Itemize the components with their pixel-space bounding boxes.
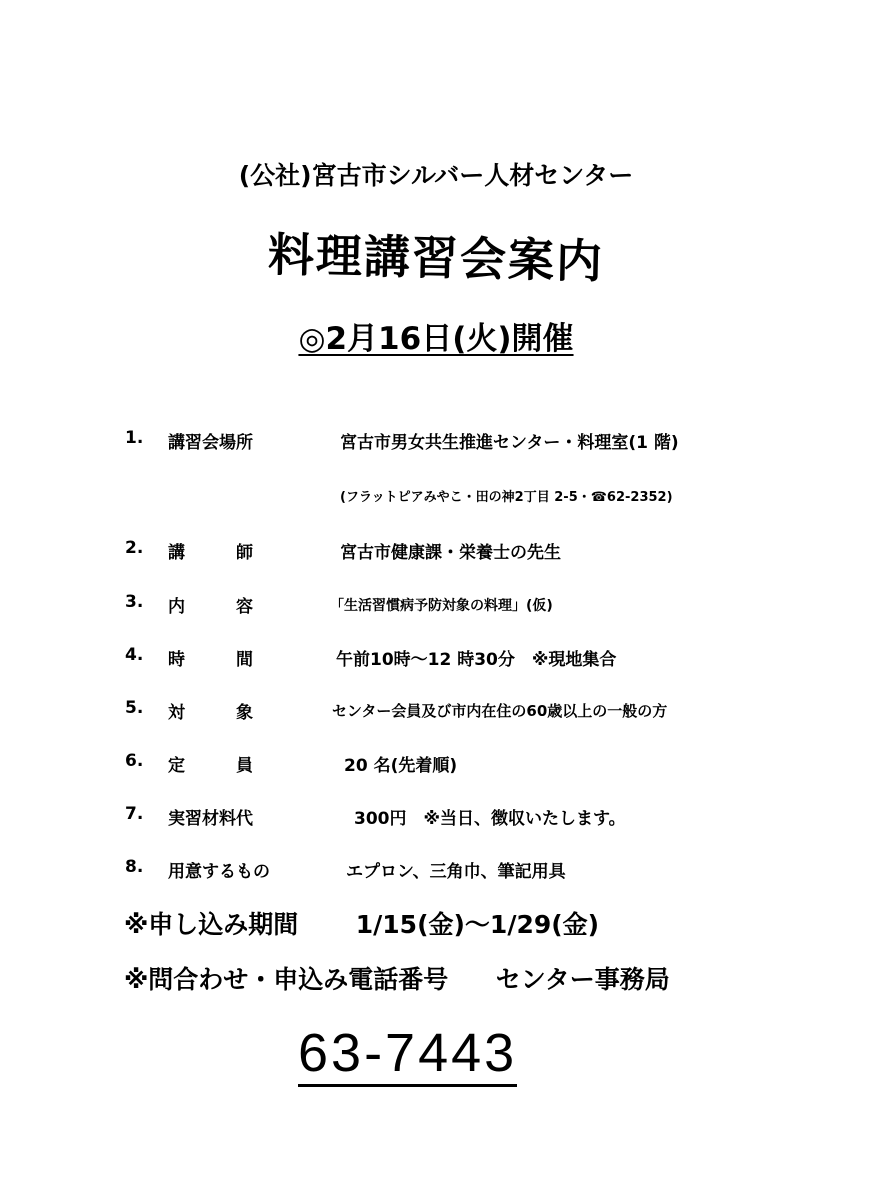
organization-name: (公社)宮古市シルバー人材センター <box>238 161 634 190</box>
list-item <box>0 751 872 781</box>
item-value: 300円 ※当日、徴収いたします。 <box>354 809 626 829</box>
list-item <box>0 428 872 458</box>
contact-info <box>124 960 670 996</box>
item-number: 6. <box>125 751 144 771</box>
event-date <box>0 313 872 358</box>
list-item <box>0 698 872 728</box>
item-number: 7. <box>125 804 144 824</box>
item-value: エプロン、三角巾、筆記用具 <box>346 862 566 882</box>
list-item <box>0 857 872 887</box>
item-number: 3. <box>125 592 144 612</box>
item-number: 4. <box>125 645 144 665</box>
phone-number: 63-7443 <box>298 1022 517 1087</box>
item-label: 講習会場所 <box>168 433 253 453</box>
page-title: 料理講習会案内 <box>267 227 605 289</box>
item-label: 時 間 <box>168 650 253 670</box>
item-label: 内 容 <box>168 597 253 617</box>
item-number: 1. <box>125 428 144 448</box>
item-value-note: (フラットピアみやこ・田の神2丁目 2-5・☎62-2352) <box>340 490 673 505</box>
application-period-label: ※申し込み期間 <box>124 910 299 939</box>
item-number: 5. <box>125 698 144 718</box>
list-item <box>0 538 872 568</box>
item-value: 「生活習慣病予防対象の料理」(仮) <box>330 598 553 614</box>
contact-office: センター事務局 <box>495 965 670 994</box>
item-value: 午前10時～12 時30分 ※現地集合 <box>336 650 617 670</box>
item-label: 対 象 <box>168 703 253 723</box>
item-number: 8. <box>125 857 144 877</box>
event-date-text: ◎2月16日(火)開催 <box>298 321 574 357</box>
item-label: 定 員 <box>168 756 253 776</box>
contact-label: ※問合わせ・申込み電話番号 <box>124 965 449 994</box>
item-label: 実習材料代 <box>168 809 253 829</box>
item-value: 宮古市健康課・栄養士の先生 <box>340 543 561 563</box>
item-label: 用意するもの <box>168 862 270 882</box>
application-period-value: 1/15(金)～1/29(金) <box>355 910 600 939</box>
list-item <box>0 486 872 516</box>
list-item <box>0 804 872 834</box>
list-item <box>0 592 872 622</box>
list-item <box>0 645 872 675</box>
item-number: 2. <box>125 538 144 558</box>
item-label: 講 師 <box>168 543 253 563</box>
item-value: 宮古市男女共生推進センター・料理室(1 階) <box>340 433 679 453</box>
item-value: 20 名(先着順) <box>344 756 458 776</box>
application-period <box>124 905 599 941</box>
item-value: センター会員及び市内在住の60歳以上の一般の方 <box>332 702 668 720</box>
